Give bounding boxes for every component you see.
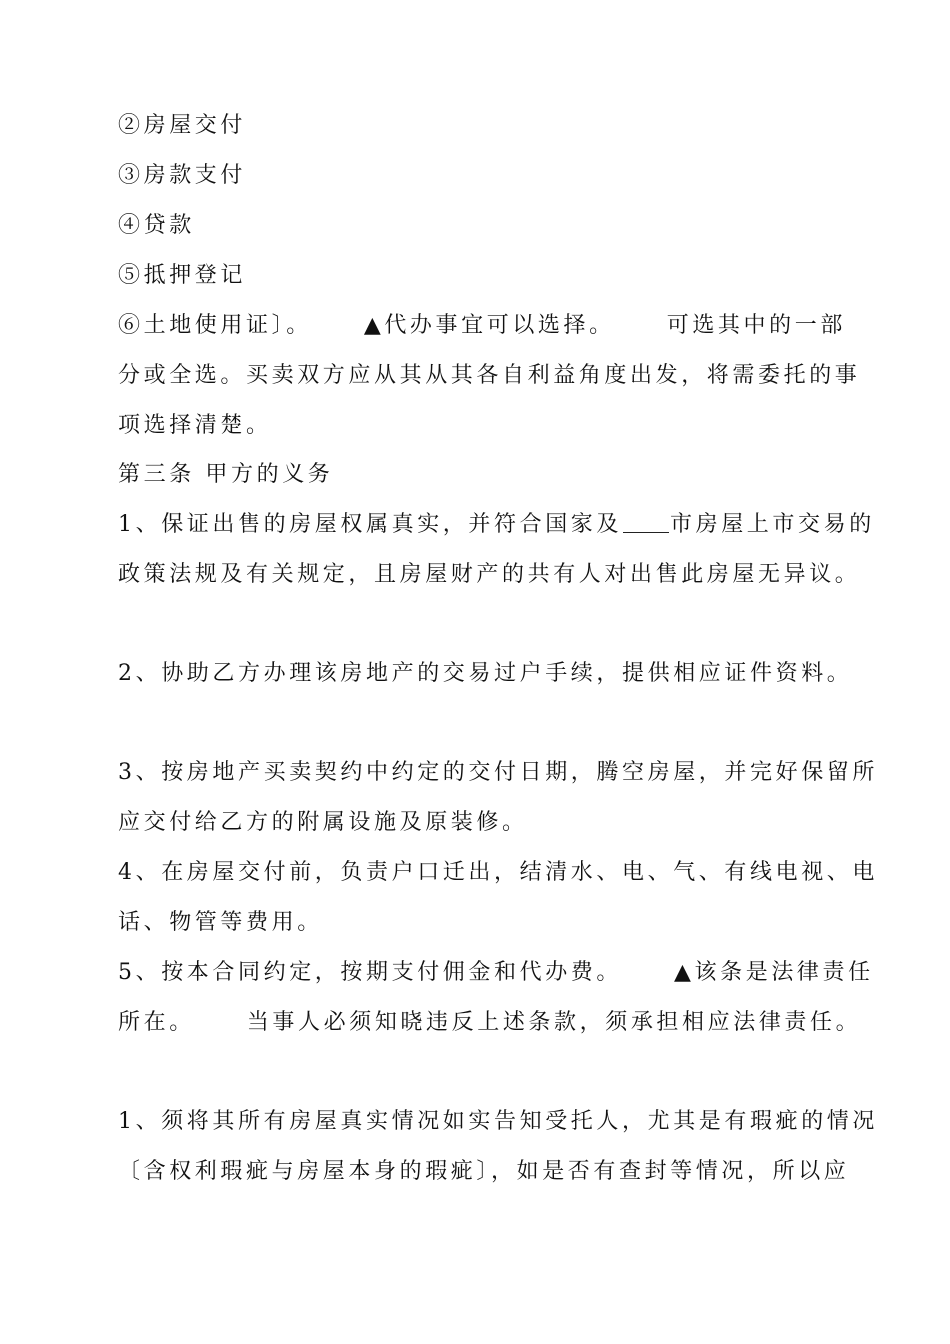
clause-1 xyxy=(118,510,875,540)
paragraph-line xyxy=(118,1157,850,1187)
note-text: ▲该条是法律责任 xyxy=(674,960,874,985)
list-item-loan xyxy=(118,211,838,241)
text: ⑥土地使用证〕。 xyxy=(118,313,312,338)
clause-3 xyxy=(118,758,878,788)
blank-field xyxy=(623,512,669,533)
text: ④贷款 xyxy=(118,213,195,238)
text: ③房款支付 xyxy=(118,163,247,188)
clause-2 xyxy=(118,659,853,689)
text: 1、须将其所有房屋真实情况如实告知受托人，尤其是有瑕疵的情况 xyxy=(118,1109,878,1134)
text: 所在。 xyxy=(118,1010,195,1035)
list-item-payment xyxy=(118,161,838,191)
list-item-house-delivery xyxy=(118,111,838,141)
text: 〔含权利瑕疵与房屋本身的瑕疵〕，如是否有查封等情况，所以应 xyxy=(118,1159,850,1184)
note-text: ▲代办事宜可以选择。 xyxy=(363,313,615,338)
text: ②房屋交付 xyxy=(118,113,247,138)
heading-text: 第三条 甲方的义务 xyxy=(118,462,334,487)
clause-5 xyxy=(118,958,874,988)
paragraph-line xyxy=(118,361,861,391)
text: 话、物管等费用。 xyxy=(118,910,323,935)
text: 可选其中的一部 xyxy=(666,313,846,338)
text: 2、协助乙方办理该房地产的交易过户手续，提供相应证件资料。 xyxy=(118,661,853,686)
clause-4 xyxy=(118,858,878,888)
text: 市房屋上市交易的 xyxy=(670,512,875,537)
text: 项选择清楚。 xyxy=(118,413,272,438)
text: 政策法规及有关规定，且房屋财产的共有人对出售此房屋无异议。 xyxy=(118,562,861,587)
paragraph-line xyxy=(118,808,838,838)
text: 应交付给乙方的附属设施及原装修。 xyxy=(118,810,528,835)
text: 1、保证出售的房屋权属真实，并符合国家及 xyxy=(118,512,622,537)
paragraph-line xyxy=(118,411,838,441)
paragraph-line xyxy=(118,908,838,938)
paragraph-line xyxy=(118,1008,862,1038)
text: 3、按房地产买卖契约中约定的交付日期，腾空房屋，并完好保留所 xyxy=(118,760,878,785)
section-heading xyxy=(118,460,838,490)
list-item-land-certificate xyxy=(118,311,846,341)
text: 4、在房屋交付前，负责户口迁出，结清水、电、气、有线电视、电 xyxy=(118,860,878,885)
text: 当事人必须知晓违反上述条款，须承担相应法律责任。 xyxy=(246,1010,862,1035)
paragraph-line xyxy=(118,560,861,590)
text: ⑤抵押登记 xyxy=(118,263,247,288)
text: 5、按本合同约定，按期支付佣金和代办费。 xyxy=(118,960,622,985)
list-item-mortgage xyxy=(118,261,838,291)
text: 分或全选。买卖双方应从其从其各自利益角度出发，将需委托的事 xyxy=(118,363,861,388)
clause-1-second-list xyxy=(118,1107,878,1137)
